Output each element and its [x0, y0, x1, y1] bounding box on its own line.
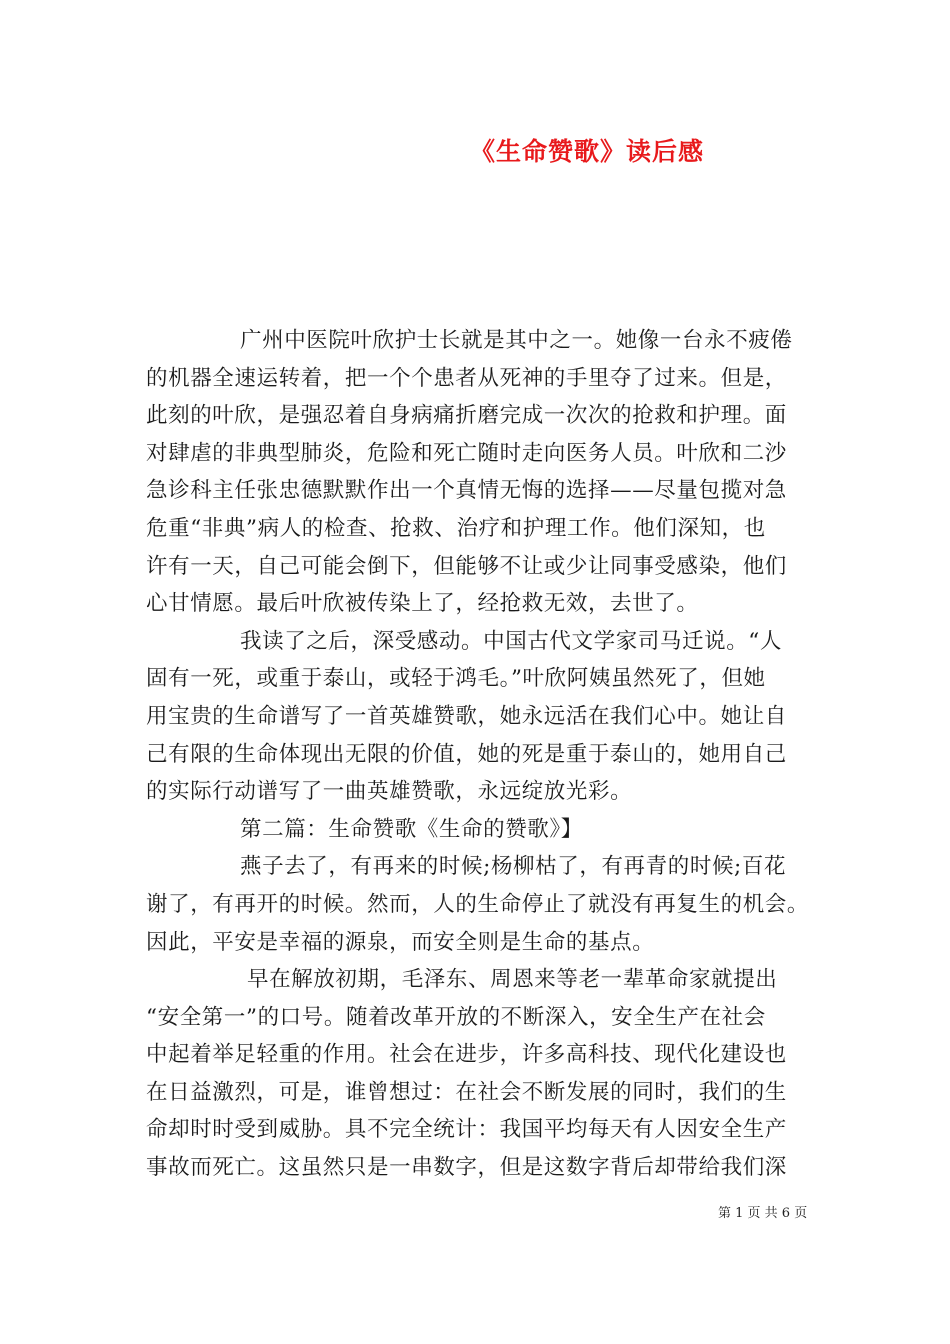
text-line: 谢了，有再开的时候。然而，人的生命停止了就没有再复生的机会。 — [146, 891, 810, 917]
text-line: 因此，平安是幸福的源泉，而安全则是生命的基点。 — [146, 929, 655, 955]
text-line: 燕子去了，有再来的时候;杨柳枯了，有再青的时候;百花 — [240, 854, 787, 880]
text-line: 广州中医院叶欣护士长就是其中之一。她像一台永不疲倦 — [240, 328, 793, 353]
text-line: 危重“非典”病人的检查、抢救、治疗和护理工作。他们深知，也 — [146, 515, 766, 541]
text-line: 命却时时受到威胁。具不完全统计：我国平均每天有人因安全生产 — [146, 1117, 787, 1143]
text-line: 己有限的生命体现出无限的价值，她的死是重于泰山的，她用自己 — [146, 741, 787, 767]
text-line: 固有一死，或重于泰山，或轻于鸿毛。”叶欣阿姨虽然死了，但她 — [146, 666, 766, 692]
text-line: 的实际行动谱写了一曲英雄赞歌，永远绽放光彩。 — [146, 779, 633, 805]
text-line: 对肆虐的非典型肺炎，危险和死亡随时走向医务人员。叶欣和二沙 — [146, 440, 787, 466]
text-line: 在日益激烈，可是，谁曾想过：在社会不断发展的同时，我们的生 — [146, 1079, 787, 1105]
text-line: 此刻的叶欣，是强忍着自身病痛折磨完成一次次的抢救和护理。面 — [146, 403, 787, 429]
text-line: 急诊科主任张忠德默默作出一个真情无悔的选择——尽量包揽对急 — [146, 478, 787, 504]
text-line: 心甘情愿。最后叶欣被传染上了，经抢救无效，去世了。 — [146, 591, 699, 617]
section-heading: 第二篇：生命赞歌《生命的赞歌》】 — [240, 816, 583, 842]
text-line: 的机器全速运转着，把一个个患者从死神的手里夺了过来。但是， — [146, 365, 787, 391]
text-line: 中起着举足轻重的作用。社会在进步，许多高科技、现代化建设也 — [146, 1042, 787, 1068]
text-line: 事故而死亡。这虽然只是一串数字，但是这数字背后却带给我们深 — [146, 1155, 787, 1181]
page-number: 第 1 页 共 6 页 — [718, 1206, 808, 1221]
text-line: 早在解放初期，毛泽东、周恩来等老一辈革命家就提出 — [247, 967, 778, 993]
text-line: 许有一天，自己可能会倒下，但能够不让或少让同事受感染，他们 — [146, 553, 787, 579]
document-title: 《生命赞歌》读后感 — [470, 137, 705, 166]
text-line: “安全第一”的口号。随着改革开放的不断深入，安全生产在社会 — [146, 1004, 766, 1030]
text-line: 我读了之后，深受感动。中国古代文学家司马迁说。“人 — [240, 628, 782, 654]
text-line: 用宝贵的生命谱写了一首英雄赞歌，她永远活在我们心中。她让自 — [146, 703, 787, 729]
document-body — [146, 322, 810, 1187]
